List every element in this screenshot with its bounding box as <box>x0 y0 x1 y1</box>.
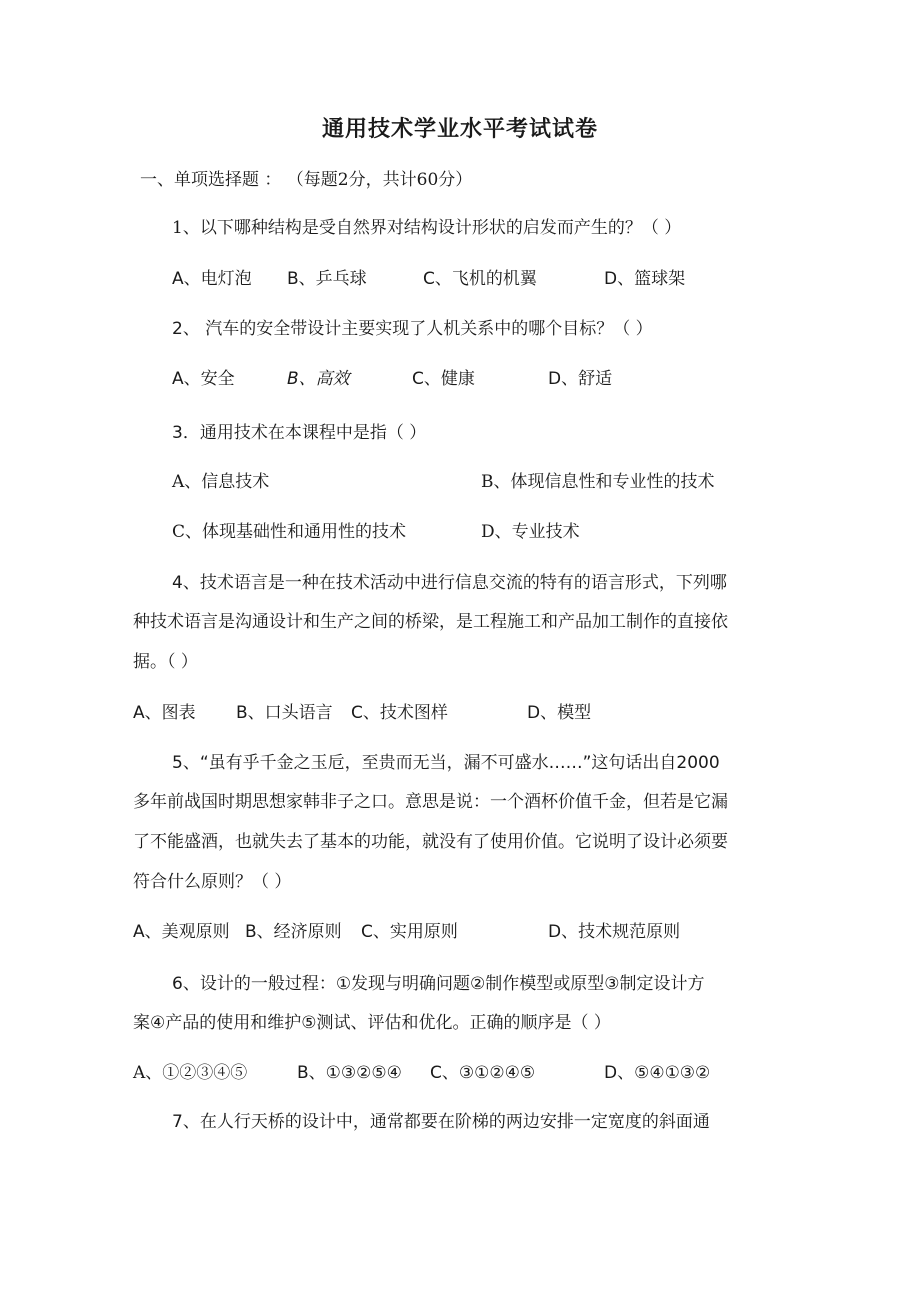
option-a: A、信息技术 <box>172 472 270 492</box>
option-b: B、体现信息性和专业性的技术 <box>481 472 715 492</box>
option-c: C、③①②④⑤ <box>430 1063 536 1083</box>
option-c: C、体现基础性和通用性的技术 <box>172 522 407 542</box>
question-5-stem-line-1: 5、“虽有乎千金之玉卮，至贵而无当，漏不可盛水……”这句话出自2000 <box>172 753 720 773</box>
option-c: C、技术图样 <box>351 703 448 723</box>
option-d: D、专业技术 <box>481 522 580 542</box>
question-5-stem-line-2: 多年前战国时期思想家韩非子之口。意思是说：一个酒杯价值千金，但若是它漏 <box>133 792 728 812</box>
option-a: A、安全 <box>172 369 235 389</box>
question-3-stem: 3．通用技术在本课程中是指（ ） <box>172 423 427 443</box>
question-1-stem: 1、以下哪种结构是受自然界对结构设计形状的启发而产生的？（ ） <box>172 218 682 238</box>
option-b: B、口头语言 <box>236 703 333 723</box>
option-d: D、篮球架 <box>604 269 686 289</box>
question-6-stem-line-1: 6、设计的一般过程：①发现与明确问题②制作模型或原型③制定设计方 <box>172 974 705 994</box>
question-5-stem-line-4: 符合什么原则？（ ） <box>133 872 292 892</box>
question-4-stem-line-1: 4、技术语言是一种在技术活动中进行信息交流的特有的语言形式，下列哪 <box>172 573 727 593</box>
question-4-stem-line-2: 种技术语言是沟通设计和生产之间的桥梁，是工程施工和产品加工制作的直接依 <box>133 612 728 632</box>
option-c: C、飞机的机翼 <box>423 269 537 289</box>
question-2-stem: 2、 汽车的安全带设计主要实现了人机关系中的哪个目标？（ ） <box>172 319 653 339</box>
option-b: B、乒乓球 <box>287 269 367 289</box>
option-a: A、电灯泡 <box>172 269 252 289</box>
option-d: D、技术规范原则 <box>548 922 681 942</box>
option-a: A、①②③④⑤ <box>133 1063 248 1083</box>
option-c: C、实用原则 <box>361 922 458 942</box>
option-c: C、健康 <box>412 369 475 389</box>
page-title: 通用技术学业水平考试试卷 <box>321 117 598 142</box>
option-d: D、模型 <box>527 703 592 723</box>
option-d: D、⑤④①③② <box>604 1063 711 1083</box>
question-4-stem-line-3: 据。（ ） <box>133 652 198 672</box>
option-b: B、高效 <box>287 369 350 389</box>
question-6-stem-line-2: 案④产品的使用和维护⑤测试、评估和优化。正确的顺序是（ ） <box>133 1013 611 1033</box>
option-a: A、图表 <box>133 703 196 723</box>
option-b: B、①③②⑤④ <box>297 1063 402 1083</box>
question-7-stem-line-1: 7、在人行天桥的设计中，通常都要在阶梯的两边安排一定宽度的斜面通 <box>172 1112 710 1132</box>
option-d: D、舒适 <box>548 369 613 389</box>
question-5-stem-line-3: 了不能盛酒，也就失去了基本的功能，就没有了使用价值。它说明了设计必须要 <box>133 832 728 852</box>
section-heading: 一、单项选择题 ： （每题2分，共计60分） <box>140 170 473 190</box>
option-b: B、经济原则 <box>245 922 342 942</box>
option-a: A、美观原则 <box>133 922 230 942</box>
